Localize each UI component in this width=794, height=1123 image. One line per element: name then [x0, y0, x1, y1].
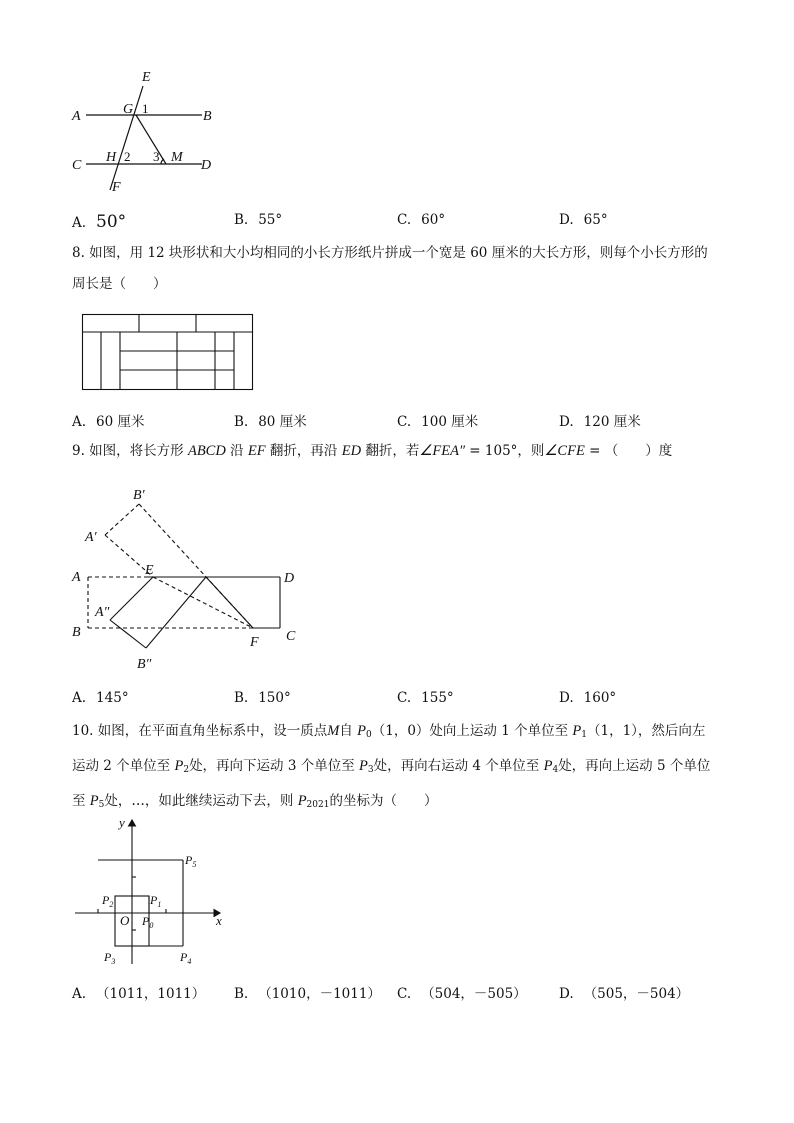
option-d[interactable]: [559, 212, 608, 228]
solid-a2-e: [110, 577, 153, 620]
label-d: D: [201, 158, 212, 173]
q10-subscript: 5: [98, 800, 105, 810]
option-a[interactable]: [72, 982, 205, 1002]
label-b-double-prime: B″: [137, 657, 152, 672]
q10-options: [72, 982, 732, 1004]
q10-subscript: 4: [552, 765, 559, 775]
q9-var-ef: EF: [247, 443, 266, 459]
option-text: 150°: [258, 690, 291, 706]
label-p5: $P_5$: [185, 853, 197, 869]
q10-subscript: 1: [581, 730, 587, 740]
q10-text: 自: [339, 723, 358, 739]
label-b: B: [72, 625, 81, 640]
option-letter: B.: [234, 414, 249, 430]
option-letter: C.: [397, 690, 412, 706]
option-text: 120 厘米: [583, 414, 641, 430]
q9-angle-fea: ∠FEA″: [419, 443, 465, 459]
option-text: 160°: [583, 690, 617, 706]
label-angle-1: 1: [142, 101, 149, 116]
option-letter: B.: [234, 690, 249, 706]
q8-line-1: 8. 如图，用 12 块形状和大小均相同的小长方形纸片拼成一个宽是 60 厘米的大长方形，则每个小长方形的: [72, 245, 708, 261]
option-letter: D.: [559, 986, 574, 1002]
q10-text: 处，再向右运动 4 个单位至: [373, 758, 544, 774]
label-p1: $P_1$: [150, 893, 162, 909]
label-g: G: [123, 102, 134, 117]
option-c[interactable]: [397, 690, 454, 706]
q8-stem: [72, 238, 732, 300]
label-p2: $P_2$: [102, 893, 114, 909]
option-text: 55°: [258, 212, 283, 228]
q9-stem: [72, 436, 732, 467]
q9-var-ed: ED: [341, 443, 362, 459]
angle-3-arc: [161, 159, 164, 164]
option-letter: A.: [72, 215, 87, 231]
label-c: C: [286, 629, 296, 644]
q10-var-p: P: [543, 758, 553, 774]
q10-text: 处，再向下运动 3 个单位至: [189, 758, 360, 774]
option-d[interactable]: [559, 690, 616, 706]
q10-subscript: 2: [183, 765, 190, 775]
label-p0: $P_0$: [142, 914, 154, 930]
q10-line-1: [72, 716, 732, 751]
q10-text: 至: [72, 793, 90, 809]
q7-figure: [60, 60, 240, 200]
label-b-prime: B′: [133, 488, 145, 503]
q10-subscript: 2021: [306, 800, 330, 810]
label-f: F: [112, 180, 121, 195]
label-a-prime: A′: [85, 530, 97, 545]
option-text: 100 厘米: [421, 414, 479, 430]
q10-text: 处，…，如此继续运动下去，则: [104, 793, 298, 809]
label-p4: $P_4$: [180, 950, 192, 966]
option-letter: A.: [72, 414, 87, 430]
q10-text: 处，再向上运动 5 个单位: [558, 758, 711, 774]
option-text: 60°: [421, 212, 446, 228]
label-b: B: [203, 109, 212, 124]
q10-line-2: [72, 751, 732, 786]
label-a: A: [72, 109, 81, 124]
option-a[interactable]: [72, 410, 145, 430]
option-letter: B.: [234, 212, 249, 228]
option-letter: A.: [72, 690, 87, 706]
q10-text: 10. 如图，在平面直角坐标系中，设一质点: [72, 723, 328, 739]
q10-stem: [72, 716, 732, 821]
option-b[interactable]: [234, 410, 307, 430]
q8-line-2: 周长是（ ）: [72, 276, 167, 292]
q10-var-p: P: [359, 758, 368, 774]
label-angle-3: 3: [153, 149, 160, 164]
q10-var-p: P: [357, 723, 367, 739]
label-angle-2: 2: [124, 149, 131, 164]
label-h: H: [106, 150, 117, 165]
label-c: C: [72, 158, 82, 173]
option-letter: C.: [397, 986, 412, 1002]
q10-text: 运动 2 个单位至: [72, 758, 175, 774]
solid-fold-point-f: [206, 577, 253, 628]
q10-var-m: M: [327, 723, 340, 739]
option-d[interactable]: [559, 410, 641, 430]
big-rectangle: [83, 315, 253, 390]
solid-a2-b2: [110, 620, 146, 648]
option-b[interactable]: [234, 690, 291, 706]
label-y: y: [119, 815, 125, 830]
q9-figure: [60, 478, 320, 678]
option-text: 145°: [96, 690, 129, 706]
label-d: D: [284, 571, 295, 586]
q9-text: 沿: [225, 443, 248, 459]
dashed-e-f: [153, 577, 253, 628]
q7-options: [72, 212, 732, 234]
q9-angle-cfe: ∠CFE: [544, 443, 585, 459]
label-x: x: [216, 913, 222, 928]
option-text: 60 厘米: [96, 414, 145, 430]
q10-text: （1，0）处向上运动 1 个单位至: [371, 723, 573, 739]
solid-b2-top: [146, 577, 206, 648]
q9-text: 翻折，再沿: [265, 443, 342, 459]
option-c[interactable]: [397, 982, 527, 1002]
q9-text: = 105°，则: [465, 443, 545, 459]
option-b[interactable]: [234, 982, 381, 1002]
option-text: 65°: [583, 212, 608, 228]
q10-subscript: 3: [367, 765, 374, 775]
option-d[interactable]: [559, 982, 689, 1002]
option-letter: D.: [559, 414, 574, 430]
segment-gm: [136, 115, 166, 164]
q9-var-abcd: ABCD: [187, 443, 226, 459]
q10-var-p: P: [174, 758, 184, 774]
option-b[interactable]: [234, 212, 282, 228]
label-e: E: [145, 563, 154, 578]
option-letter: A.: [72, 986, 87, 1002]
q9-text: 翻折，若: [361, 443, 420, 459]
option-c[interactable]: [397, 212, 445, 228]
label-origin: O: [120, 913, 130, 928]
label-m: M: [171, 150, 183, 165]
q10-figure: [70, 812, 240, 972]
dashed-a1-b1: [105, 504, 139, 535]
option-letter: D.: [559, 690, 574, 706]
q10-var-p: P: [89, 793, 99, 809]
label-e: E: [142, 70, 151, 85]
option-a[interactable]: [72, 690, 129, 706]
option-text: 80 厘米: [258, 414, 307, 430]
label-a: A: [72, 570, 81, 585]
option-text: （505，－504）: [583, 986, 690, 1002]
option-letter: B.: [234, 986, 249, 1002]
label-f: F: [250, 635, 259, 650]
option-letter: C.: [397, 414, 412, 430]
q10-var-p: P: [572, 723, 582, 739]
q9-options: [72, 690, 732, 712]
q8-options: [72, 410, 732, 432]
label-p3: $P_3$: [104, 950, 116, 966]
option-text: （1011，1011）: [96, 986, 206, 1002]
option-text: 155°: [421, 690, 454, 706]
q9-text: 9. 如图，将长方形: [72, 443, 188, 459]
q9-text: = （ ）度: [584, 443, 673, 459]
q10-text: （1，1），然后向左: [587, 723, 706, 739]
option-a[interactable]: [72, 212, 126, 232]
q8-figure: [80, 312, 256, 394]
q10-var-p: P: [297, 793, 307, 809]
option-text: （1010，－1011）: [258, 986, 381, 1002]
option-text: 50°: [96, 212, 127, 232]
option-c[interactable]: [397, 410, 478, 430]
q10-subscript: 0: [366, 730, 372, 740]
q10-text: 的坐标为（ ）: [329, 793, 438, 809]
label-a-double-prime: A″: [95, 605, 110, 620]
option-text: （504，－505）: [421, 986, 527, 1002]
option-letter: D.: [559, 212, 574, 228]
option-letter: C.: [397, 212, 412, 228]
